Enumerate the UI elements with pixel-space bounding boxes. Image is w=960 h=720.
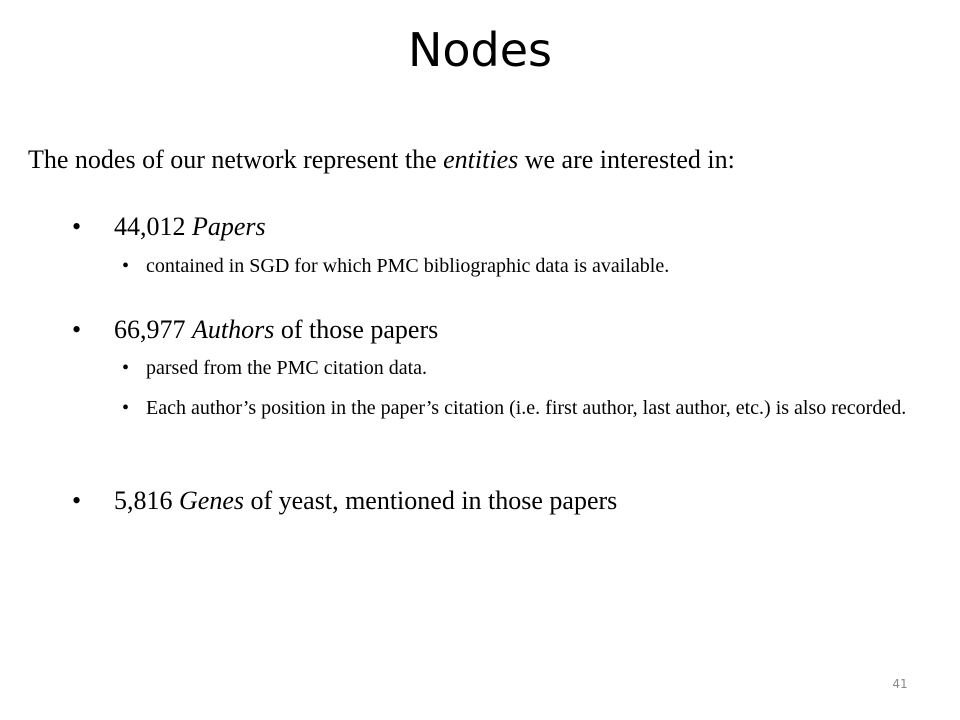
sub-item-text: Each author’s position in the paper’s citation (i.e. first author, last author, etc.) is also recorded. [146,397,907,419]
sub-bullet-icon: • [122,397,130,419]
count-value: 44,012 [114,212,186,241]
list-item-text: 5,816 Genes of yeast, mentioned in those papers [114,486,618,515]
entity-name: Authors [192,315,275,344]
count-value: 66,977 [114,315,186,344]
entity-name: Genes [179,486,244,515]
page-number: 41 [892,677,908,691]
intro-text [28,142,735,178]
bullet-icon: • [72,486,82,515]
sub-bullet-icon: • [122,357,130,379]
sub-item-text: parsed from the PMC citation data. [146,357,428,379]
list-item-text [114,210,266,244]
sub-item-text: contained in SGD for which PMC bibliographic data is available. [146,255,670,277]
list-item-text: 66,977 Authors of those papers [114,315,439,344]
entity-name: Papers [192,212,266,241]
intro-after: we are interested in: [518,145,735,174]
slide-title: Nodes [407,23,553,77]
intro-before: The nodes of our network represent the [28,145,444,174]
count-value: 5,816 [114,486,173,515]
sub-bullet-icon: • [122,255,130,277]
bullet-icon: • [72,315,82,344]
bullet-icon: • [72,212,82,241]
intro-emphasis: entities [443,145,519,174]
